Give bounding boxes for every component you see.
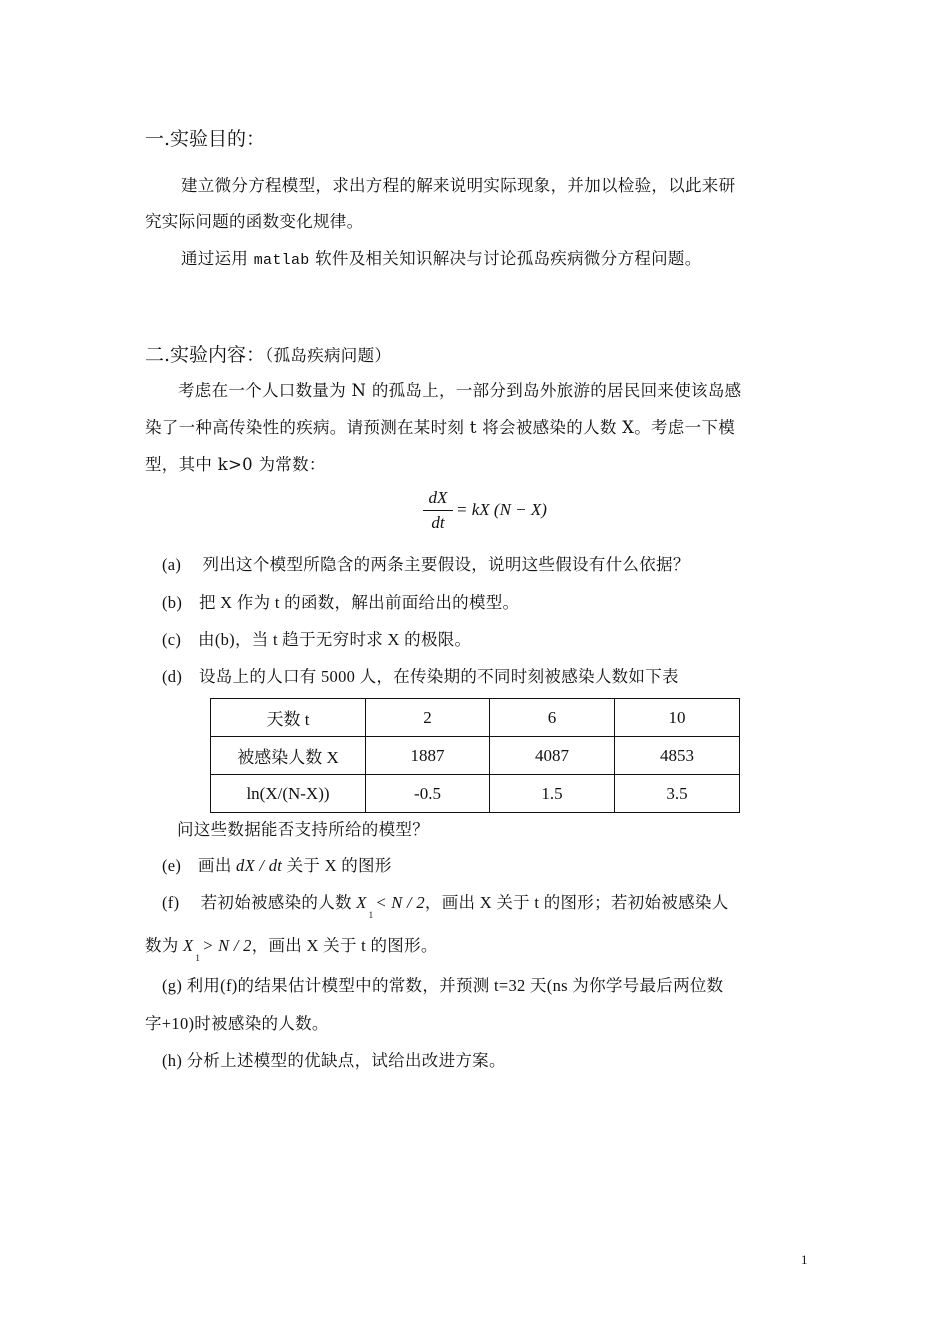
section2-heading: 二.实验内容： (145, 344, 266, 366)
item-h: (h) 分析上述模型的优缺点，试给出改进方案。 (162, 1051, 506, 1070)
item-e (162, 852, 392, 876)
table-cell: 2 (366, 699, 490, 737)
item-f2-pre: 数为 (145, 936, 184, 955)
para2-pre: 通过运用 (181, 249, 254, 268)
formula-rhs: = kX (N − X) (456, 500, 547, 519)
item-f-x: X (356, 893, 367, 912)
formula-numerator: dX (428, 488, 448, 507)
formula-denominator: dt (431, 513, 445, 532)
item-f-mid: ，画出 X 关于 t 的图形；若初始被感染人 (424, 893, 729, 912)
section1-para1-line2: 究实际问题的函数变化规律。 (145, 212, 364, 231)
table-cell: 被感染人数 X (211, 737, 366, 775)
para2-post: 软件及相关知识解决与讨论孤岛疾病微分方程问题。 (309, 249, 702, 268)
item-g-line2: 字+10)时被感染的人数。 (145, 1014, 329, 1033)
table-note: 问这些数据能否支持所给的模型？ (177, 820, 429, 839)
item-f2-x: X (183, 936, 194, 955)
section2-heading-note: （孤岛疾病问题） (265, 346, 392, 365)
para2-code: matlab (253, 252, 310, 269)
table-cell: 1887 (366, 737, 490, 775)
item-a: (a) 列出这个模型所隐含的两条主要假设，说明这些假设有什么依据？ (162, 555, 690, 574)
table-cell: 3.5 (615, 775, 740, 813)
intro-line2: 染了一种高传染性的疾病。请预测在某时刻 t 将会被感染的人数 X。考虑一下模 (145, 418, 736, 437)
formula-fraction (423, 488, 453, 533)
table-row (211, 699, 740, 737)
table-cell: -0.5 (366, 775, 490, 813)
infection-table-body (211, 699, 740, 813)
item-d: (d) 设岛上的人口有 5000 人，在传染期的不同时刻被感染人数如下表 (162, 667, 679, 686)
table-cell: 6 (490, 699, 615, 737)
table-cell: 天数 t (211, 699, 366, 737)
item-f2-gt: > N / 2 (202, 936, 252, 955)
item-f2-sub: 1 (195, 953, 201, 963)
table-row (211, 737, 740, 775)
item-g-line1: (g) 利用(f)的结果估计模型中的常数，并预测 t=32 天(ns 为你学号最后两位数 (162, 976, 724, 995)
section1-para2 (181, 245, 702, 269)
item-f-sub: 1 (368, 910, 374, 920)
section1-para1-line1: 建立微分方程模型，求出方程的解来说明实际现象，并加以检验，以此来研 (181, 176, 736, 195)
item-f-line2 (145, 932, 438, 963)
page-number: 1 (801, 1252, 808, 1267)
item-f-line1 (162, 889, 729, 920)
formula-fraction-bar (423, 510, 453, 511)
table-cell: 10 (615, 699, 740, 737)
section1-heading: 一.实验目的： (145, 128, 266, 150)
item-e-math: dX / dt (236, 856, 283, 875)
intro-line3: 型，其中 k>0 为常数： (145, 455, 326, 474)
item-f-lt: < N / 2 (375, 893, 425, 912)
item-c: (c) 由(b)，当 t 趋于无穷时求 X 的极限。 (162, 630, 472, 649)
table-cell: ln(X/(N-X)) (211, 775, 366, 813)
table-cell: 4853 (615, 737, 740, 775)
section2-heading-line (145, 340, 391, 367)
table-row (211, 775, 740, 813)
table-cell: 1.5 (490, 775, 615, 813)
infection-table (210, 698, 740, 813)
intro-line1: 考虑在一个人口数量为 N 的孤岛上，一部分到岛外旅游的居民回来使该岛感 (178, 381, 742, 400)
item-f2-post: ，画出 X 关于 t 的图形。 (251, 936, 438, 955)
item-b: (b) 把 X 作为 t 的函数，解出前面给出的模型。 (162, 593, 520, 612)
table-cell: 4087 (490, 737, 615, 775)
item-e-post: 关于 X 的图形 (282, 856, 392, 875)
item-e-pre: (e) 画出 (162, 856, 237, 875)
item-f-pre: (f) 若初始被感染的人数 (162, 893, 357, 912)
